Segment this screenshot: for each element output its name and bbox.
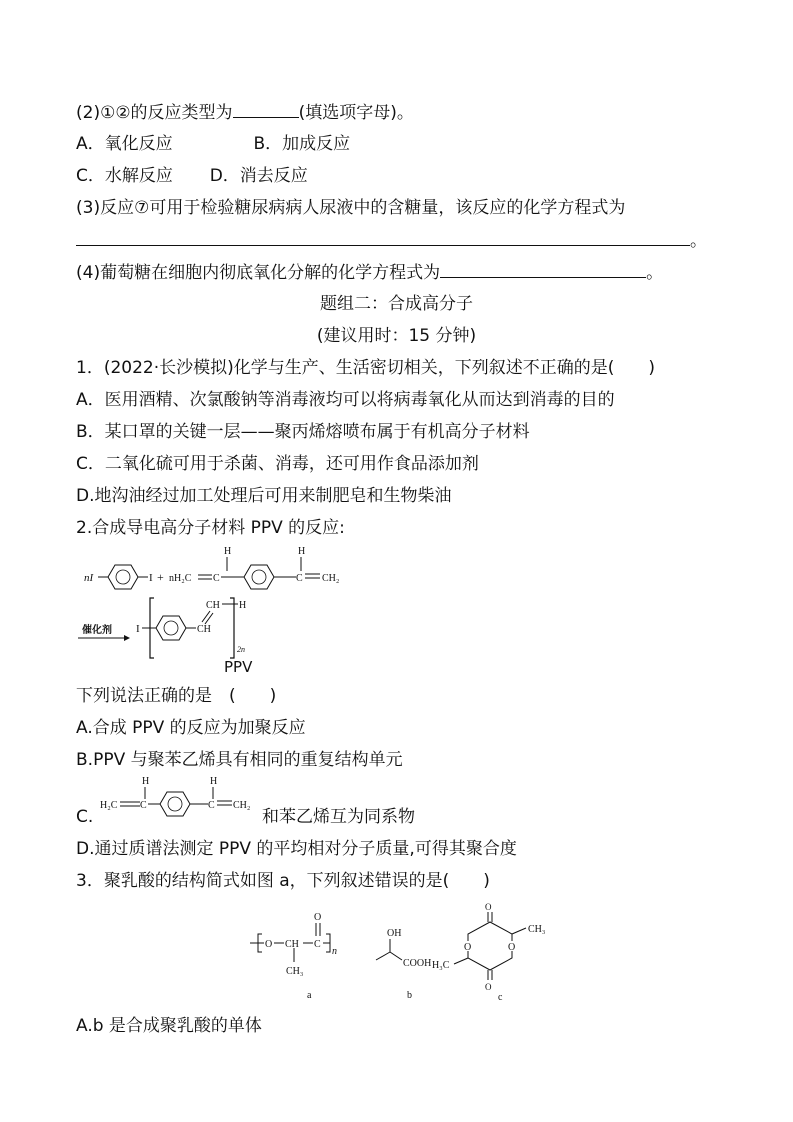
prod-CH-lower: CH <box>197 624 211 635</box>
q4-prefix: (4)葡萄糖在细胞内彻底氧化分解的化学方程式为 <box>76 263 441 283</box>
g2-q1-option-a: A．医用酒精、次氯酸钠等消毒液均可以将病毒氧化从而达到消毒的目的 <box>76 390 615 410</box>
fig-c-O-top: O <box>485 902 492 912</box>
prod-subscript: 2n <box>237 645 245 654</box>
group2-time-hint: (建议用时：15 分钟) <box>316 326 477 346</box>
q4-line <box>76 261 663 284</box>
q2-option-c: C．水解反应 <box>76 166 173 186</box>
benzene-ring-1 <box>108 565 138 589</box>
fig-label-c: c <box>498 992 503 1003</box>
fig-a-CH: CH <box>285 939 299 950</box>
ppv-label: PPV <box>224 658 253 676</box>
fig-b-OH: OH <box>387 928 402 939</box>
q2-option-a: A．氧化反应 <box>76 134 173 154</box>
g2-q1-option-d: D.地沟油经过加工处理后可用来制肥皂和生物柴油 <box>76 486 452 506</box>
q3-text: (3)反应⑦可用于检验糖尿病病人尿液中的含糖量，该反应的化学方程式为 <box>76 198 626 218</box>
q4-answer-blank[interactable] <box>440 261 646 278</box>
g2-q2-ask: 下列说法正确的是 ( ) <box>76 686 277 706</box>
fig-c-O-bottom: O <box>485 982 492 992</box>
fig-a-CH3: CH₃ <box>286 966 304 977</box>
eq-CH2: CH₂ <box>322 573 340 584</box>
fig-a-carbonyl-O: O <box>314 912 322 923</box>
fig-c-O-left: O <box>464 942 472 953</box>
g2-q2-option-b: B.PPV 与聚苯乙烯具有相同的重复结构单元 <box>76 750 403 770</box>
q3-answer-blank[interactable] <box>76 229 690 246</box>
benzene-ring-3 <box>156 616 186 640</box>
q2-answer-blank[interactable] <box>233 101 299 118</box>
fig-a-O: O <box>265 939 273 950</box>
fig-a-C: C <box>314 939 321 950</box>
g2-q1-option-b: B．某口罩的关键一层——聚丙烯熔喷布属于有机高分子材料 <box>76 422 530 442</box>
eq-C-2: C <box>296 573 303 584</box>
fig-c-CH3-right: CH₃ <box>528 924 546 935</box>
eq-C: C <box>213 573 220 584</box>
g2-q3-option-a: A.b 是合成聚乳酸的单体 <box>76 1016 262 1036</box>
g2-q3-stem: 3．聚乳酸的结构简式如图 a，下列叙述错误的是( ) <box>76 871 490 891</box>
eq-nH2C: nH₂C <box>169 573 192 584</box>
prod-I: I <box>136 623 140 635</box>
benzene-ring-2 <box>244 565 274 589</box>
fig-c-O-right: O <box>508 942 516 953</box>
prod-H: H <box>239 600 247 611</box>
c-mol-C-1: C <box>140 800 147 811</box>
q2-options-cd <box>76 165 308 187</box>
q4-end: 。 <box>646 263 664 283</box>
bracket-right <box>230 598 234 658</box>
fig-label-a: a <box>307 990 312 1001</box>
group2-title: 题组二：合成高分子 <box>320 294 473 314</box>
q2-react-type-line <box>76 101 414 124</box>
g2-q2-stem: 2.合成导电高分子材料 PPV 的反应: <box>76 518 345 538</box>
c-mol-CH2: CH₂ <box>233 800 251 811</box>
c-mol-H-1: H <box>142 776 150 787</box>
q2-option-d: D．消去反应 <box>209 166 308 186</box>
c-mol-H-2: H <box>210 776 218 787</box>
eq-H-top-2: H <box>298 546 306 557</box>
fig-a-n: n <box>332 946 337 957</box>
eq-H-top: H <box>224 546 232 557</box>
g2-q2-option-a: A.合成 PPV 的反应为加聚反应 <box>76 718 306 738</box>
catalyst-label: 催化剂 <box>82 625 112 636</box>
g2-q2-option-c-prefix: C. <box>76 807 94 827</box>
eq-plus: + <box>157 570 164 584</box>
q3-end: 。 <box>690 231 707 251</box>
fig-b-COOH: COOH <box>403 958 432 969</box>
q2-options-ab <box>76 133 350 155</box>
c-mol-H2C: H₂C <box>100 800 118 811</box>
g2-q2-option-d: D.通过质谱法测定 PPV 的平均相对分子质量,可得其聚合度 <box>76 839 517 859</box>
prod-CH-upper: CH <box>206 600 220 611</box>
q2-prefix: (2)①②的反应类型为 <box>76 103 233 123</box>
q3-answer-line <box>76 229 707 252</box>
fig-c-CH3-left: H₃C <box>432 960 450 971</box>
q2-suffix: (填选项字母)。 <box>298 103 414 123</box>
benzene-ring-4 <box>160 792 190 816</box>
g2-q2-option-c-suffix: 和苯乙烯互为同系物 <box>262 807 415 827</box>
polylactic-acid-figure <box>250 902 560 1003</box>
g2-q1-option-c: C．二氧化硫可用于杀菌、消毒，还可用作食品添加剂 <box>76 454 479 474</box>
g2-q1-stem: 1．(2022·长沙模拟)化学与生产、生活密切相关，下列叙述不正确的是( ) <box>76 358 656 378</box>
eq-I: I <box>149 572 153 584</box>
q2-option-b: B．加成反应 <box>253 134 351 154</box>
c-mol-C-2: C <box>208 800 215 811</box>
eq-nI: nI <box>84 572 94 584</box>
divinylbenzene-figure <box>100 774 260 824</box>
fig-c-ring <box>468 922 512 970</box>
fig-label-b: b <box>407 990 412 1001</box>
